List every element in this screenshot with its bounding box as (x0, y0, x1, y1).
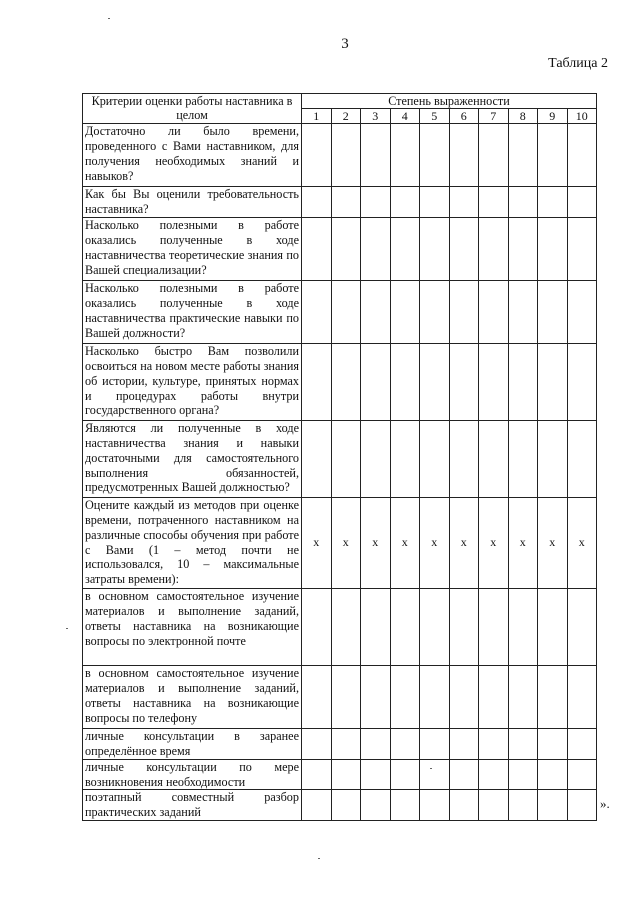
grade-cell (479, 343, 509, 420)
criterion-cell: Оцените каждый из методов при оценке времени, потраченного наставником на различные способы обучения при работе с Вами (1 – метод почти не использовался, 10 – максимальные затраты времени): (83, 497, 302, 588)
grade-cell (390, 665, 420, 728)
grade-cell (390, 217, 420, 280)
grade-cell (449, 280, 479, 343)
page-number: 3 (341, 36, 349, 52)
grade-cell (331, 187, 361, 218)
grade-cell (508, 665, 538, 728)
grade-cell (479, 665, 509, 728)
grade-cell (479, 124, 509, 187)
grade-cell (567, 728, 597, 759)
grade-cell (331, 124, 361, 187)
grade-cell (302, 343, 332, 420)
grade-cell (420, 124, 450, 187)
scale-number: 10 (567, 109, 597, 124)
grade-cell (508, 280, 538, 343)
not-applicable-mark: x (390, 497, 420, 588)
table-row (83, 280, 597, 343)
grade-cell (508, 124, 538, 187)
scale-number: 4 (390, 109, 420, 124)
grade-cell (420, 343, 450, 420)
grade-cell (420, 728, 450, 759)
table-body (83, 124, 597, 821)
grade-cell (479, 187, 509, 218)
grade-cell (538, 665, 568, 728)
criterion-cell: поэтапный совместный разбор практических заданий (83, 790, 302, 821)
grade-cell (331, 728, 361, 759)
grade-cell (508, 217, 538, 280)
grade-cell (302, 280, 332, 343)
table-row (83, 497, 597, 588)
closing-mark: ». (600, 796, 610, 811)
grade-cell (508, 343, 538, 420)
grade-cell (390, 187, 420, 218)
grade-cell (361, 759, 391, 790)
not-applicable-mark: x (538, 497, 568, 588)
grade-cell (567, 790, 597, 821)
criterion-cell: Насколько быстро Вам позволили освоиться на новом месте работы знания об истории, культуре, принятых нормах и процедурах работы внутри государственного органа? (83, 343, 302, 420)
grade-cell (479, 790, 509, 821)
grade-cell (361, 588, 391, 665)
grade-cell (302, 665, 332, 728)
grade-cell (420, 790, 450, 821)
evaluation-table (82, 93, 597, 821)
grade-cell (567, 187, 597, 218)
grade-cell (361, 728, 391, 759)
not-applicable-mark: x (567, 497, 597, 588)
grade-cell (361, 280, 391, 343)
scale-header: Степень выраженности (302, 94, 597, 109)
grade-cell (420, 588, 450, 665)
grade-cell (538, 124, 568, 187)
grade-cell (302, 588, 332, 665)
not-applicable-mark: x (361, 497, 391, 588)
scan-speck (318, 858, 320, 859)
grade-cell (479, 759, 509, 790)
table-row (83, 588, 597, 665)
grade-cell (361, 420, 391, 497)
grade-cell (567, 420, 597, 497)
grade-cell (449, 124, 479, 187)
table-row (83, 343, 597, 420)
grade-cell (508, 187, 538, 218)
grade-cell (361, 217, 391, 280)
grade-cell (361, 343, 391, 420)
scan-speck (108, 18, 110, 19)
grade-cell (538, 588, 568, 665)
not-applicable-mark: x (479, 497, 509, 588)
scale-number: 2 (331, 109, 361, 124)
grade-cell (361, 187, 391, 218)
grade-cell (567, 665, 597, 728)
not-applicable-mark: x (302, 497, 332, 588)
grade-cell (538, 728, 568, 759)
criterion-cell: Достаточно ли было времени, проведенного с Вами наставником, для получения необходимых знаний и навыков? (83, 124, 302, 187)
grade-cell (479, 217, 509, 280)
not-applicable-mark: x (331, 497, 361, 588)
grade-cell (331, 280, 361, 343)
grade-cell (567, 588, 597, 665)
table-caption: Таблица 2 (548, 56, 608, 71)
grade-cell (331, 217, 361, 280)
grade-cell (567, 217, 597, 280)
scan-speck (430, 768, 432, 769)
scale-number: 9 (538, 109, 568, 124)
criterion-cell: в основном самостоятельное изучение материалов и выполнение заданий, ответы наставника на возникающие вопросы по электронной почте (83, 588, 302, 665)
grade-cell (479, 420, 509, 497)
grade-cell (508, 588, 538, 665)
grade-cell (302, 728, 332, 759)
grade-cell (331, 343, 361, 420)
grade-cell (538, 790, 568, 821)
grade-cell (390, 728, 420, 759)
grade-cell (331, 790, 361, 821)
criterion-cell: Как бы Вы оценили требовательность наставника? (83, 187, 302, 218)
grade-cell (538, 187, 568, 218)
grade-cell (302, 759, 332, 790)
criterion-cell: личные консультации в заранее определённое время (83, 728, 302, 759)
grade-cell (479, 728, 509, 759)
grade-cell (361, 124, 391, 187)
grade-cell (567, 759, 597, 790)
grade-cell (331, 665, 361, 728)
grade-cell (449, 728, 479, 759)
grade-cell (390, 588, 420, 665)
grade-cell (449, 665, 479, 728)
grade-cell (420, 217, 450, 280)
grade-cell (479, 280, 509, 343)
grade-cell (390, 280, 420, 343)
grade-cell (420, 187, 450, 218)
grade-cell (449, 217, 479, 280)
grade-cell (420, 280, 450, 343)
table-row (83, 665, 597, 728)
grade-cell (390, 124, 420, 187)
table-row (83, 124, 597, 187)
criterion-cell: в основном самостоятельное изучение материалов и выполнение заданий, ответы наставника на возникающие вопросы по телефону (83, 665, 302, 728)
grade-cell (390, 759, 420, 790)
grade-cell (449, 790, 479, 821)
grade-cell (449, 759, 479, 790)
grade-cell (361, 790, 391, 821)
grade-cell (420, 665, 450, 728)
grade-cell (508, 728, 538, 759)
grade-cell (508, 790, 538, 821)
grade-cell (390, 790, 420, 821)
scan-speck (66, 628, 68, 629)
grade-cell (331, 420, 361, 497)
grade-cell (538, 217, 568, 280)
grade-cell (538, 759, 568, 790)
criterion-cell: Являются ли полученные в ходе наставничества знания и навыки достаточными для самостоятельного выполнения обязанностей, предусмотренных Вашей должностью? (83, 420, 302, 497)
grade-cell (302, 217, 332, 280)
not-applicable-mark: x (449, 497, 479, 588)
table-row (83, 217, 597, 280)
scale-number: 1 (302, 109, 332, 124)
grade-cell (361, 665, 391, 728)
grade-cell (567, 280, 597, 343)
criteria-header: Критерии оценки работы наставника в целом (83, 94, 302, 124)
table-row (83, 728, 597, 759)
scale-number: 5 (420, 109, 450, 124)
grade-cell (449, 588, 479, 665)
grade-cell (302, 124, 332, 187)
grade-cell (420, 759, 450, 790)
scale-number: 7 (479, 109, 509, 124)
table-row (83, 790, 597, 821)
criterion-cell: личные консультации по мере возникновения необходимости (83, 759, 302, 790)
grade-cell (420, 420, 450, 497)
table-row (83, 187, 597, 218)
criterion-cell: Насколько полезными в работе оказались полученные в ходе наставничества практические навыки по Вашей должности? (83, 280, 302, 343)
scale-number: 3 (361, 109, 391, 124)
grade-cell (390, 343, 420, 420)
criterion-cell: Насколько полезными в работе оказались полученные в ходе наставничества теоретические знания по Вашей специализации? (83, 217, 302, 280)
grade-cell (479, 588, 509, 665)
grade-cell (302, 790, 332, 821)
grade-cell (449, 187, 479, 218)
table-row (83, 420, 597, 497)
grade-cell (567, 343, 597, 420)
grade-cell (567, 124, 597, 187)
grade-cell (538, 420, 568, 497)
not-applicable-mark: x (420, 497, 450, 588)
grade-cell (390, 420, 420, 497)
grade-cell (331, 588, 361, 665)
grade-cell (449, 420, 479, 497)
grade-cell (302, 187, 332, 218)
table-row (83, 759, 597, 790)
not-applicable-mark: x (508, 497, 538, 588)
grade-cell (331, 759, 361, 790)
scale-number: 6 (449, 109, 479, 124)
grade-cell (538, 343, 568, 420)
scale-number: 8 (508, 109, 538, 124)
grade-cell (508, 759, 538, 790)
grade-cell (302, 420, 332, 497)
grade-cell (538, 280, 568, 343)
grade-cell (508, 420, 538, 497)
grade-cell (449, 343, 479, 420)
